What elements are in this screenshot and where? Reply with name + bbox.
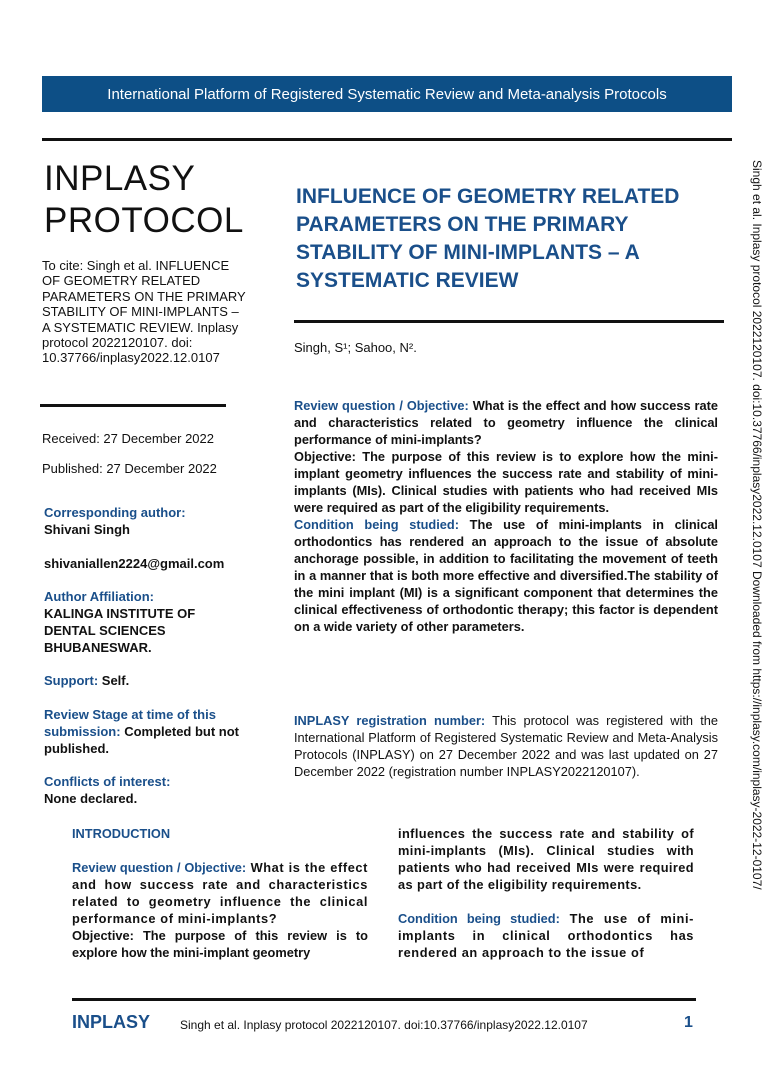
abstract-block — [294, 397, 718, 635]
affiliation-label: Author Affiliation: — [44, 589, 154, 604]
citation-rule — [40, 404, 226, 407]
conflicts-info — [44, 773, 259, 807]
affiliation-line-2: DENTAL SCIENCES — [44, 623, 166, 638]
corresponding-name: Shivani Singh — [44, 522, 130, 537]
intro-heading: INTRODUCTION — [72, 826, 171, 841]
review-stage-info — [44, 706, 244, 757]
abstract-condition — [294, 516, 718, 635]
intro-rq-label: Review question / Objective: — [72, 860, 247, 875]
conflicts-value: None declared. — [44, 791, 138, 806]
authors-line: Singh, S¹; Sahoo, N². — [294, 340, 417, 355]
support-label: Support: — [44, 673, 99, 688]
title-rule — [294, 320, 724, 323]
top-rule — [42, 138, 732, 141]
support-value: Self. — [98, 673, 130, 688]
abstract-condition-label: Condition being studied: — [294, 517, 459, 532]
intro-rq-text: What is the effect and how success rate and characteristics related to geometry influence the clinical performance of mini-implants? — [72, 860, 369, 926]
author-affiliation — [44, 588, 259, 656]
review-stage-label: Review Stage at time of this submission: — [44, 707, 216, 739]
intro-column-right — [398, 825, 694, 961]
abstract-rq-label: Review question / Objective: — [294, 398, 469, 413]
protocol-title: INFLUENCE OF GEOMETRY RELATED PARAMETERS ON THE PRIMARY STABILITY OF MINI-IMPLANTS – A SYSTEMATIC REVIEW — [296, 185, 680, 292]
page-number: 1 — [684, 1014, 693, 1031]
citation-block: To cite: Singh et al. INFLUENCE OF GEOMETRY RELATED PARAMETERS ON THE PRIMARY STABILITY OF MINI-IMPLANTS – A SYSTEMATIC REVIEW. Inplasy protocol 2022120107. doi: 10.37766/inplasy2022.12.0107 — [42, 258, 246, 366]
abstract-objective: Objective: The purpose of this review is to explore how the mini-implant geometry influences the success rate and stability of mini-implants (MIs). Clinical studies with patients who had received MIs were required as part of the eligibility requirements. — [294, 449, 718, 515]
intro-review-question — [72, 859, 368, 927]
review-stage-value: Completed but not published. — [44, 724, 240, 756]
intro-condition-text: The use of mini-implants in clinical orthodontics has rendered an approach to the issue of — [398, 911, 694, 960]
abstract-review-question — [294, 397, 718, 448]
registration-label: INPLASY registration number: — [294, 713, 486, 728]
footer-citation: Singh et al. Inplasy protocol 2022120107. doi:10.37766/inplasy2022.12.0107 — [180, 1018, 588, 1032]
corresponding-label: Corresponding author: — [44, 505, 186, 520]
brand-line-1: INPLASY — [44, 159, 196, 198]
intro-column-left — [72, 825, 368, 961]
support-info — [44, 672, 259, 689]
abstract-condition-text: The use of mini-implants in clinical orthodontics has rendered an approach to the issue of absolute anchorage possible, in addition to facilitating the movement of teeth in a manner that is both more effective and diversified.The stability of the mini implant (MI) is a significant component that determines the clinical effectiveness of orthodontic therapy; this factor is dependent on a wide variety of other parameters. — [294, 517, 718, 634]
conflicts-label: Conflicts of interest: — [44, 774, 171, 789]
corresponding-author — [44, 504, 259, 572]
side-download-note[interactable]: Singh et al. Inplasy protocol 2022120107. doi:10.37766/inplasy2022.12.0107 Downloaded from https://inplasy.com/inplasy-2022-12-0107/ — [750, 160, 764, 890]
abstract-rq-text: What is the effect and how success rate and characteristics related to geometry influence the clinical performance of mini-implants? — [294, 398, 719, 447]
brand-heading — [44, 158, 244, 242]
registration-text: This protocol was registered with the International Platform of Registered Systematic Review and Meta-Analysis Protocols (INPLASY) on 27 December 2022 and was last updated on 27 December 2022 (registration number INPLASY2022120107). — [294, 713, 718, 779]
journal-banner: International Platform of Registered Systematic Review and Meta-analysis Protocols — [42, 76, 732, 112]
affiliation-line-1: KALINGA INSTITUTE OF — [44, 606, 196, 621]
intro-objective: Objective: The purpose of this review is to explore how the mini-implant geometry — [72, 928, 368, 960]
received-date: Received: 27 December 2022 — [42, 431, 214, 446]
corresponding-email[interactable]: shivaniallen2224@gmail.com — [44, 556, 225, 571]
footer-brand: INPLASY — [72, 1012, 151, 1032]
intro-condition — [398, 910, 694, 961]
affiliation-line-3: BHUBANESWAR. — [44, 640, 152, 655]
registration-block — [294, 712, 718, 780]
brand-line-2: PROTOCOL — [44, 201, 244, 240]
published-date: Published: 27 December 2022 — [42, 461, 217, 476]
footer-rule — [72, 998, 696, 1001]
intro-col2-text: influences the success rate and stability of mini-implants (MIs). Clinical studies with patients who had received MIs were required as part of the eligibility requirements. — [398, 826, 694, 892]
intro-condition-label: Condition being studied: — [398, 911, 560, 926]
